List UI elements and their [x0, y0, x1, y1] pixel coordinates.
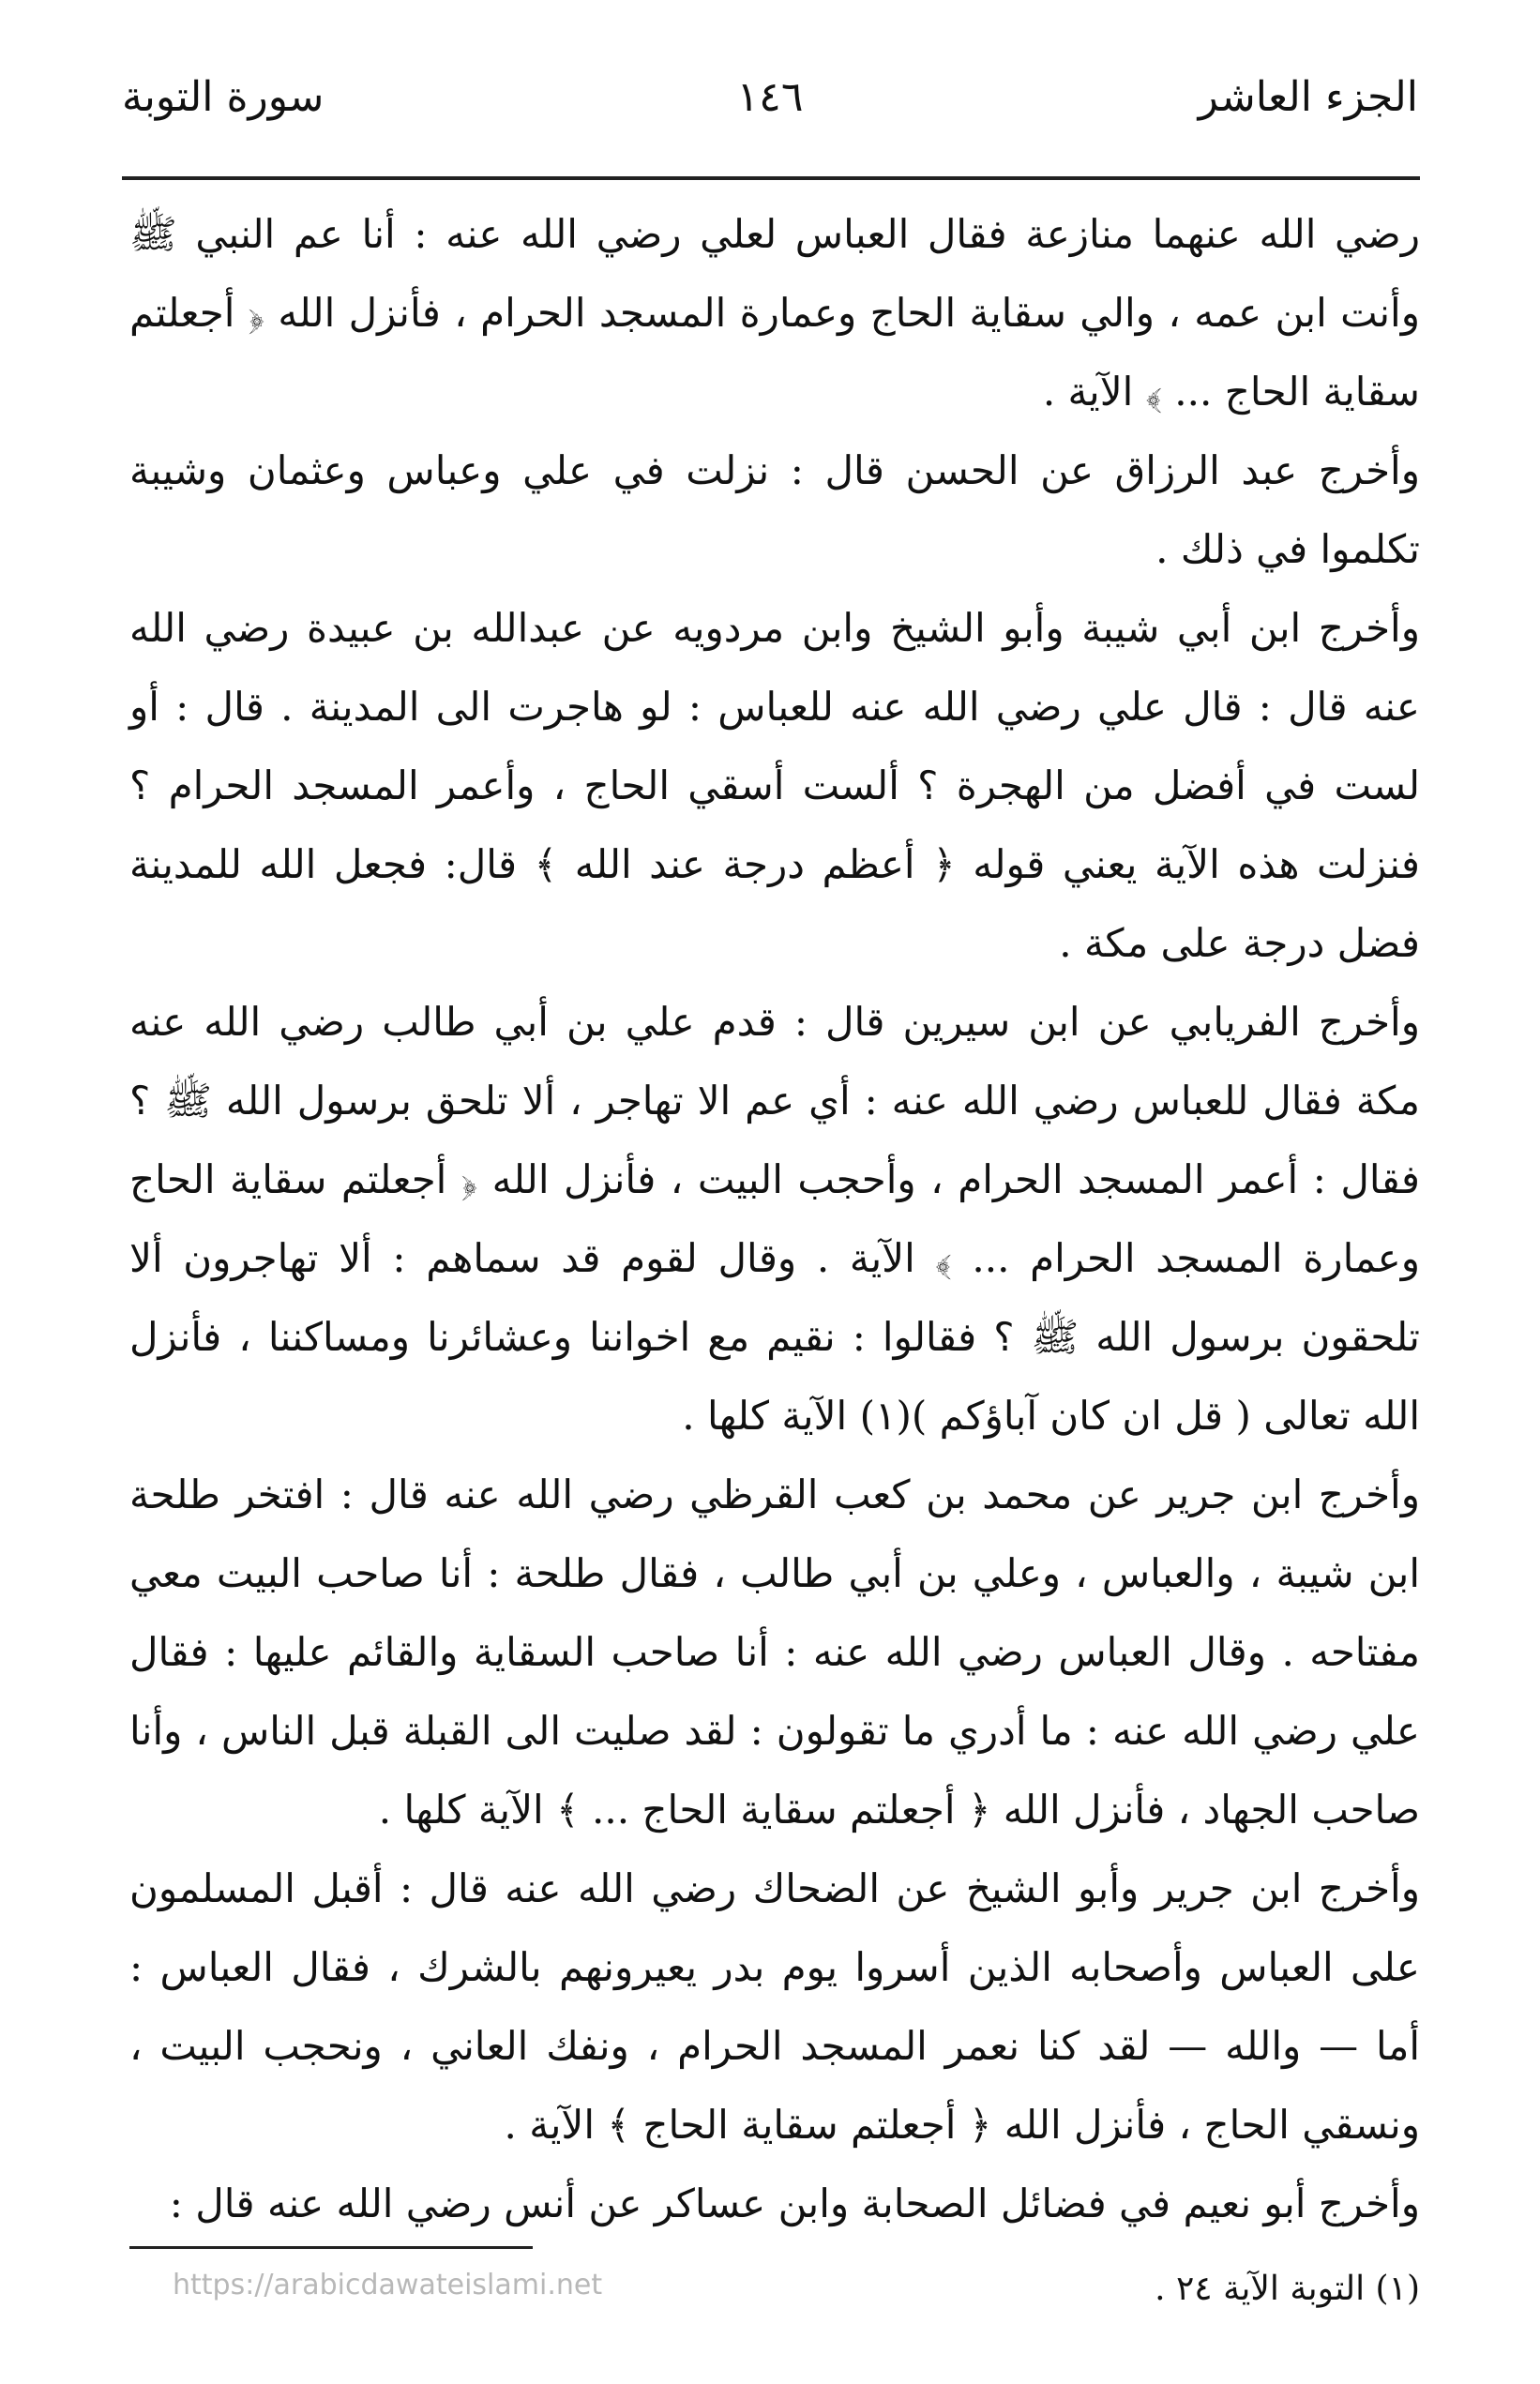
paragraph-6: وأخرج ابن جرير وأبو الشيخ عن الضحاك رضي الله عنه قال : أقبل المسلمون على العباس وأصحابه الذين أسروا يوم بدر يعيرونهم بالشرك ، فقال العباس : أما — والله — لقد كنا نعمر المسجد الحرام ، ونفك العاني ، ونحجب البيت ، ونسقي الحاج ، فأنزل الله ﴿ أجعلتم سقاية الحاج ﴾ الآية . [129, 1865, 1420, 2148]
footnote: (١) التوبة الآية ٢٤ . [1155, 2270, 1420, 2308]
paragraph-7: وأخرج أبو نعيم في فضائل الصحابة وابن عساكر عن أنس رضي الله عنه قال : [169, 2180, 1420, 2226]
running-head [122, 73, 1418, 148]
watermark-url: https://arabicdawateislami.net [173, 2269, 603, 2301]
paragraph-3: وأخرج ابن أبي شيبة وأبو الشيخ وابن مردويه عن عبدالله بن عبيدة رضي الله عنه قال : قال علي رضي الله عنه للعباس : لو هاجرت الى المدينة . قال : أو لست في أفضل من الهجرة ؟ ألست أسقي الحاج ، وأعمر المسجد الحرام ؟ فنزلت هذه الآية يعني قوله ﴿ أعظم درجة عند الله ﴾ قال: فجعل الله للمدينة فضل درجة على مكة . [129, 605, 1420, 966]
footnote-divider [129, 2246, 533, 2249]
part-label: الجزء العاشر [1198, 73, 1418, 121]
paragraph-2: وأخرج عبد الرزاق عن الحسن قال : نزلت في علي وعباس وعثمان وشيبة تكلموا في ذلك . [129, 447, 1420, 572]
header-divider [122, 176, 1420, 180]
surah-label: سورة التوبة [122, 73, 325, 121]
paragraph-5: وأخرج ابن جرير عن محمد بن كعب القرظي رضي الله عنه قال : افتخر طلحة ابن شيبة ، والعباس ، وعلي بن أبي طالب ، فقال طلحة : أنا صاحب البيت معي مفتاحه . وقال العباس رضي الله عنه : أنا صاحب السقاية والقائم عليها : فقال علي رضي الله عنه : ما أدري ما تقولون : لقد صليت الى القبلة قبل الناس ، وأنا صاحب الجهاد ، فأنزل الله ﴿ أجعلتم سقاية الحاج ... ﴾ الآية كلها . [129, 1471, 1420, 1833]
paragraph-4: وأخرج الفريابي عن ابن سيرين قال : قدم علي بن أبي طالب رضي الله عنه مكة فقال للعباس رضي الله عنه : أي عم الا تهاجر ، ألا تلحق برسول الله ﷺ ؟ فقال : أعمر المسجد الحرام ، وأحجب البيت ، فأنزل الله ﴿ أجعلتم سقاية الحاج وعمارة المسجد الحرام ... ﴾ الآية . وقال لقوم قد سماهم : ألا تهاجرون ألا تلحقون برسول الله ﷺ ؟ فقالوا : نقيم مع اخواننا وعشائرنا ومساكننا ، فأنزل الله تعالى ( قل ان كان آباؤكم )(١) الآية كلها . [129, 999, 1420, 1439]
page-number: ١٤٦ [736, 73, 804, 121]
paragraph-1: رضي الله عنهما منازعة فقال العباس لعلي رضي الله عنه : أنا عم النبي ﷺ وأنت ابن عمه ، والي سقاية الحاج وعمارة المسجد الحرام ، فأنزل الله ﴿ أجعلتم سقاية الحاج ... ﴾ الآية . [129, 211, 1420, 415]
body-text [129, 195, 1420, 2243]
